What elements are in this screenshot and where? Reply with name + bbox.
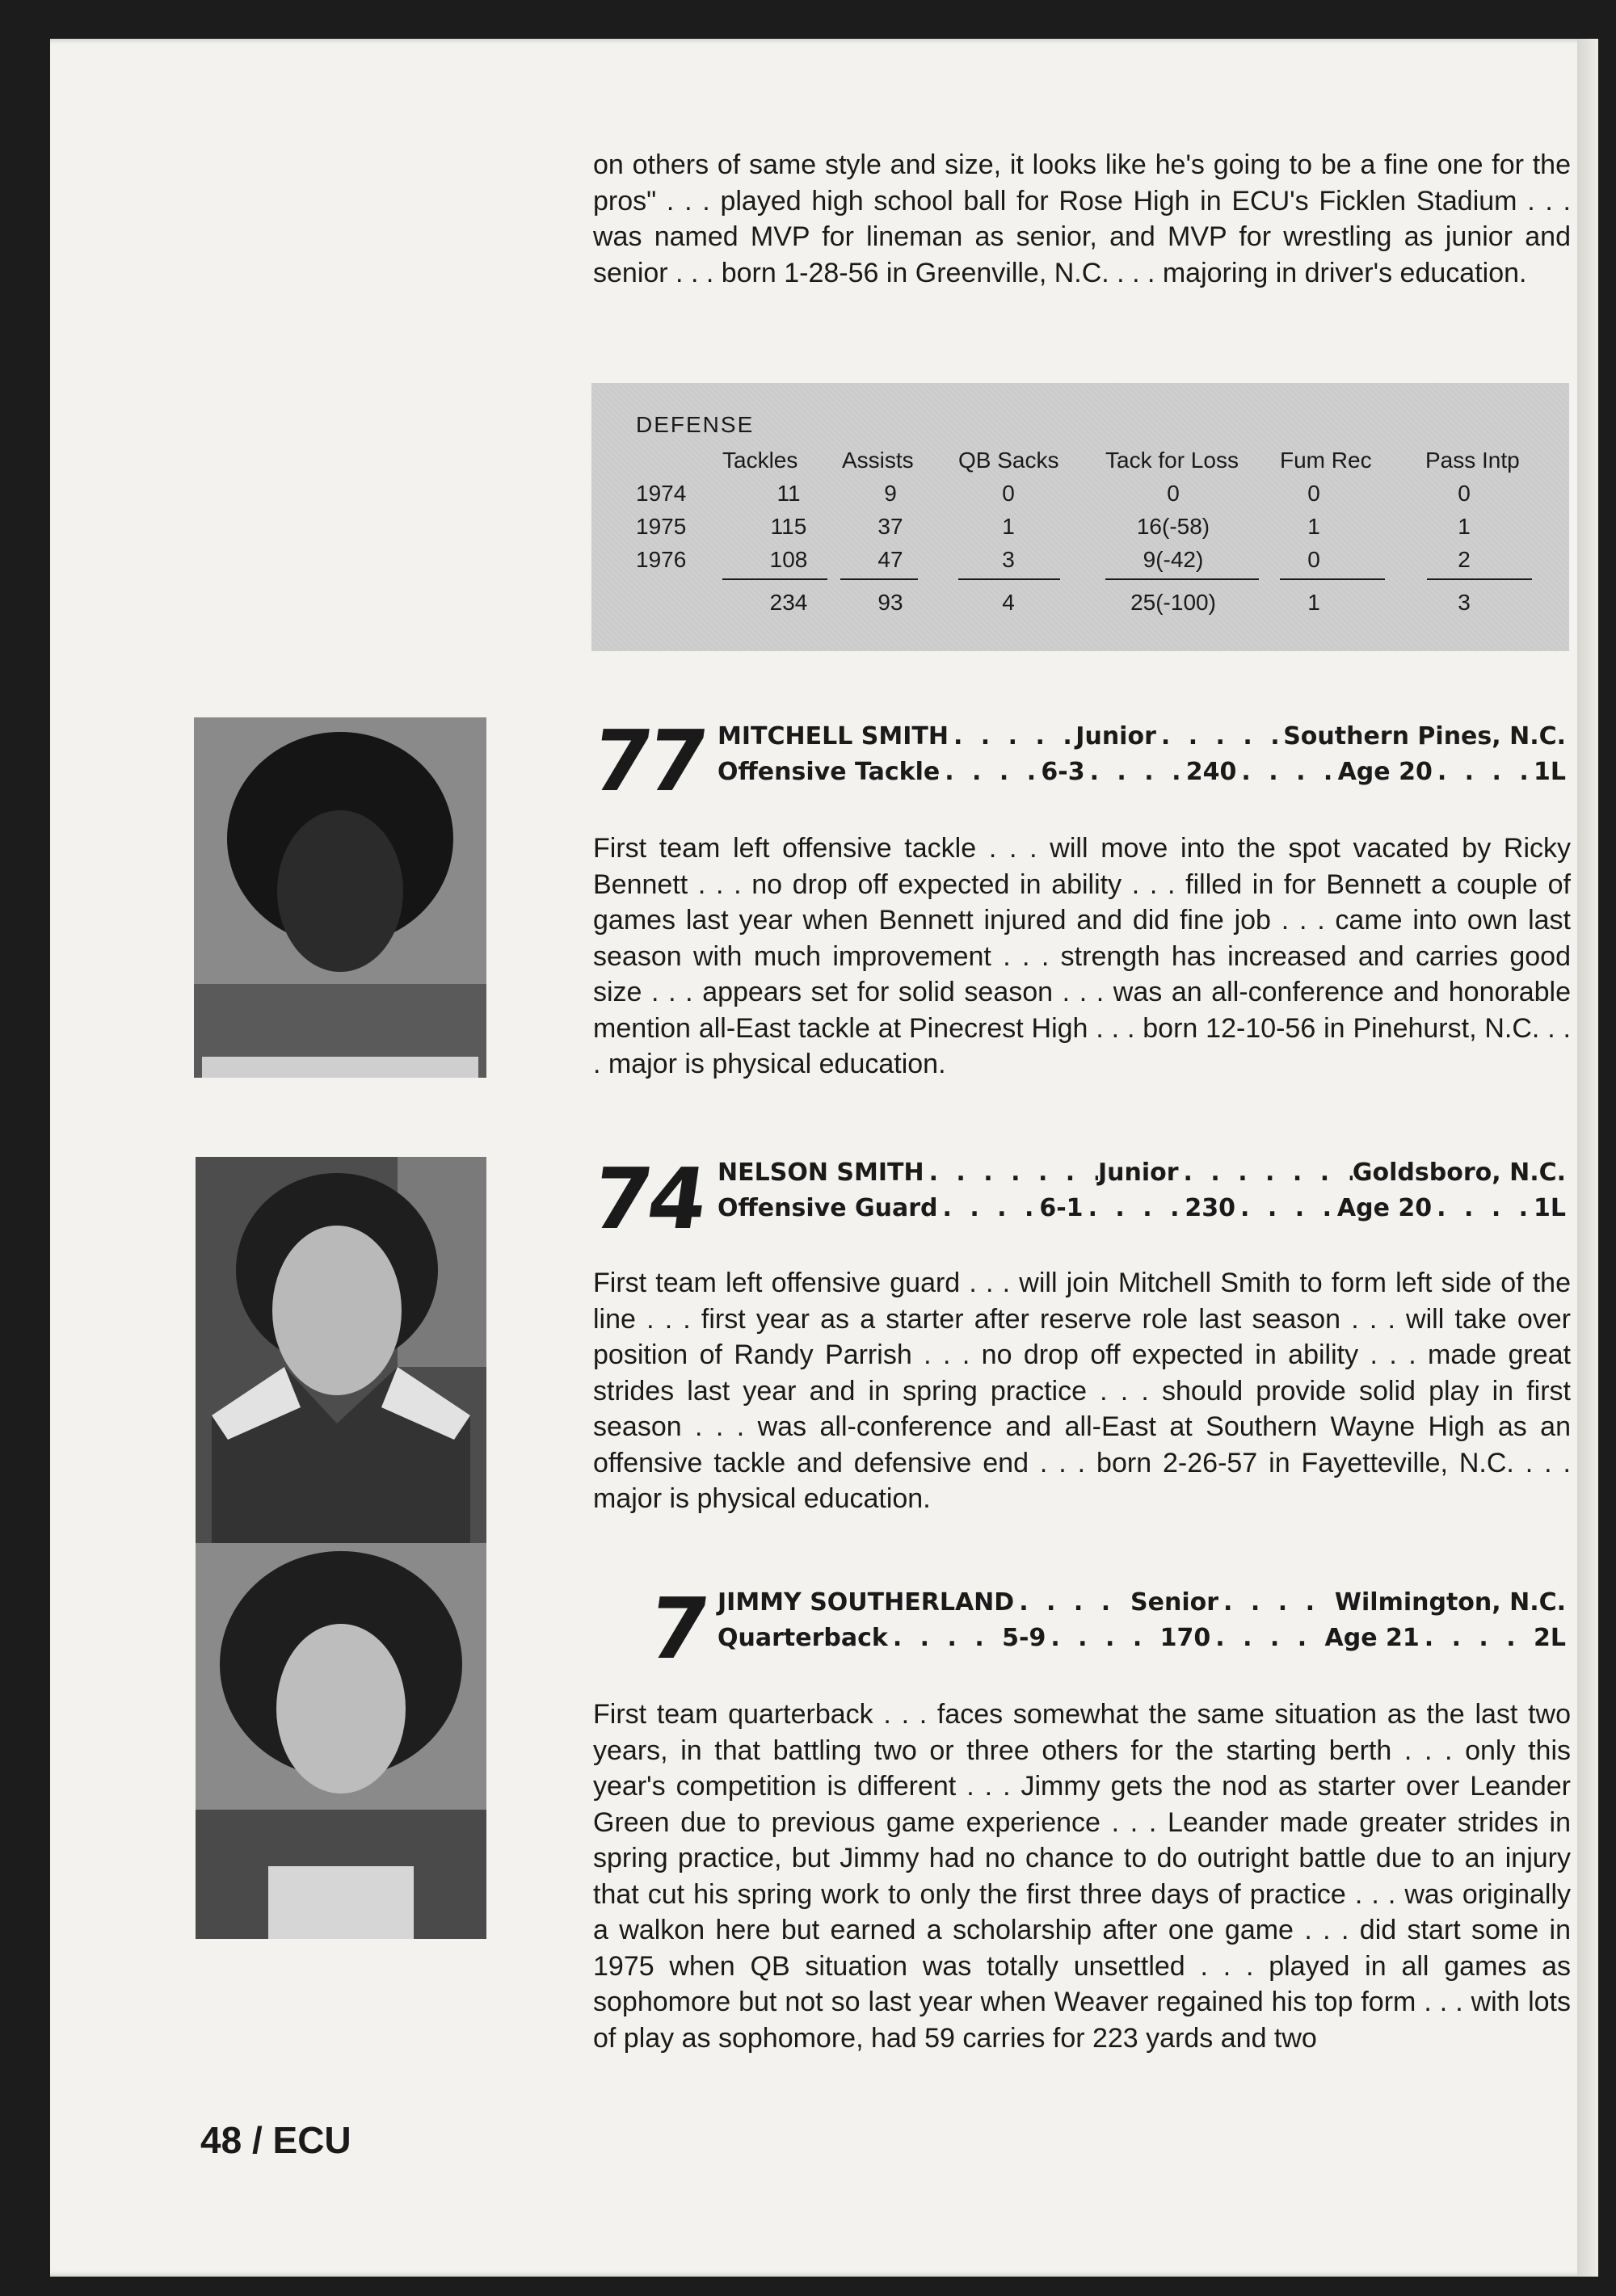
jersey-number: 74	[586, 1150, 711, 1248]
player-age: Age 20	[1337, 758, 1433, 786]
stats-cell: 37	[877, 514, 903, 539]
stats-total: 25(-100)	[1130, 590, 1216, 615]
stats-cell: 9	[884, 481, 897, 506]
leader-dots	[1210, 1624, 1324, 1652]
stats-cell: 108	[769, 547, 808, 572]
player-weight: 170	[1159, 1624, 1211, 1652]
stats-header: Assists	[842, 448, 914, 473]
sum-rule	[1105, 578, 1259, 580]
leader-dots	[888, 1624, 1002, 1652]
player-photo-nelson-smith	[196, 1157, 486, 1551]
stats-year: 1975	[636, 514, 687, 539]
stats-total: 234	[769, 590, 808, 615]
stats-cell: 1	[1002, 514, 1015, 539]
sum-rule	[958, 578, 1060, 580]
leader-dots	[1432, 1194, 1534, 1222]
stats-cell: 47	[877, 547, 903, 572]
sum-rule	[722, 578, 827, 580]
stats-total: 3	[1458, 590, 1471, 615]
player-class: Junior	[1075, 722, 1156, 751]
stats-cell: 16(-58)	[1136, 514, 1210, 539]
player-weight: 230	[1185, 1194, 1236, 1222]
stats-cell: 115	[770, 514, 807, 539]
stats-header: Fum Rec	[1280, 448, 1372, 473]
player-hometown: Wilmington, N.C.	[1334, 1588, 1567, 1617]
stats-cell: 0	[1458, 481, 1471, 506]
leader-dots	[1156, 722, 1283, 751]
player-letters: 2L	[1534, 1624, 1567, 1652]
sum-rule	[1280, 578, 1385, 580]
stats-total: 93	[877, 590, 903, 615]
stats-cell: 1	[1307, 514, 1320, 539]
player-bio: First team left offensive tackle . . . will move into the spot vacated by Ricky Bennett . . . no drop off expected in ability . . . filled in for Bennett a couple of games last year when Bennett injured and did fine job . . . came into own last season with much improvement . . . strength has increased and carries good size . . . appears set for solid season . . . was an all-conference and honorable mention all-East tackle at Pinecrest High . . . born 12-10-56 in Pinehurst, N.C. . . . major is physical education.	[593, 833, 1571, 1079]
leader-dots	[1179, 1159, 1353, 1187]
stats-year: 1976	[636, 547, 687, 572]
player-position: Offensive Tackle	[718, 758, 941, 786]
stats-year: 1974	[636, 481, 687, 506]
leader-dots	[1420, 1624, 1534, 1652]
player-position: Offensive Guard	[718, 1194, 938, 1222]
leader-dots	[1014, 1588, 1130, 1617]
player-position: Quarterback	[718, 1624, 888, 1652]
stats-title: DEFENSE	[636, 412, 755, 437]
player-age: Age 21	[1324, 1624, 1420, 1652]
sum-rule	[1427, 578, 1532, 580]
stats-header: Tack for Loss	[1105, 448, 1239, 473]
page-number: 48 / ECU	[200, 2119, 351, 2161]
player-height: 5-9	[1002, 1624, 1046, 1652]
leader-dots	[1236, 758, 1337, 786]
player-name: NELSON SMITH	[718, 1159, 924, 1187]
player-bio: First team left offensive guard . . . will join Mitchell Smith to form left side of the line . . . first year as a starter after reserve role last season . . . will take over position of Randy Parrish . . . no drop off expected in ability . . . made great strides last year and in spring practice . . . should provide solid play in first season . . . was all-conference and all-East at Southern Wayne High as an offensive tackle and defensive end . . . born 2-26-57 in Fayetteville, N.C. . . . major is physical education.	[593, 1268, 1571, 1514]
stats-cell: 2	[1458, 547, 1471, 572]
leader-dots	[940, 758, 1041, 786]
player-photo-jimmy-southerland	[196, 1543, 486, 1939]
leader-dots	[1046, 1624, 1159, 1652]
stats-header: Tackles	[722, 448, 798, 473]
player-headline-1	[718, 722, 1566, 751]
leader-dots	[924, 1159, 1098, 1187]
intro-paragraph: on others of same style and size, it looks like he's going to be a fine one for the pros" . . . played high school ball for Rose High in ECU's Ficklen Stadium . . . was named MVP for lineman as senior, and MVP for wrestling as junior and senior . . . born 1-28-56 in Greenville, N.C. . . . majoring in driver's education.	[593, 149, 1571, 288]
player-headline-2	[718, 1194, 1566, 1222]
stats-total: 4	[1002, 590, 1015, 615]
player-photo-mitchell-smith	[194, 717, 486, 1078]
stats-cell: 1	[1458, 514, 1471, 539]
leader-dots	[1218, 1588, 1335, 1617]
leader-dots	[1084, 1194, 1185, 1222]
stats-header: Pass Intp	[1425, 448, 1520, 473]
player-headline-2	[718, 758, 1566, 786]
stats-cell: 0	[1307, 481, 1320, 506]
stats-cell: 9(-42)	[1143, 547, 1204, 572]
leader-dots	[1433, 758, 1534, 786]
stats-header: QB Sacks	[958, 448, 1059, 473]
player-headline-1	[718, 1588, 1566, 1617]
player-height: 6-1	[1039, 1194, 1084, 1222]
leader-dots	[1085, 758, 1186, 786]
stats-cell: 3	[1002, 547, 1015, 572]
player-hometown: Southern Pines, N.C.	[1283, 722, 1567, 751]
document-page	[50, 39, 1598, 2277]
defense-stats-table	[591, 383, 1569, 651]
player-weight: 240	[1185, 758, 1237, 786]
player-hometown: Goldsboro, N.C.	[1352, 1159, 1567, 1187]
player-bio: First team quarterback . . . faces somewhat the same situation as the last two years, in that battling two or three others for the starting berth . . . only this year's competition is different . . . Jimmy gets the nod as starter over Leander Green due to previous game experience . . . Leander made greater strides in spring practice, but Jimmy had no chance to do outright battle due to an injury that cut his spring work to only the first three days of practice . . . was originally a walkon here but earned a scholarship after one game . . . did start some in 1975 when QB situation was totally unsettled . . . played in all games as sophomore but not so last year when Weaver regained his top form . . . with lots of play as sophomore, had 59 carries for 223 yards and two	[593, 1699, 1571, 2054]
leader-dots	[1235, 1194, 1337, 1222]
player-letters: 1L	[1534, 1194, 1566, 1222]
player-name: JIMMY SOUTHERLAND	[718, 1588, 1015, 1617]
stats-total: 1	[1307, 590, 1320, 615]
player-age: Age 20	[1336, 1194, 1433, 1222]
player-class: Junior	[1097, 1159, 1179, 1187]
player-letters: 1L	[1534, 758, 1567, 786]
jersey-number: 7	[642, 1579, 712, 1678]
jersey-number: 77	[586, 712, 711, 810]
player-headline-2	[718, 1624, 1566, 1652]
player-name: MITCHELL SMITH	[718, 722, 949, 751]
player-height: 6-3	[1041, 758, 1085, 786]
sum-rule	[840, 578, 918, 580]
stats-cell: 0	[1002, 481, 1015, 506]
leader-dots	[938, 1194, 1040, 1222]
stats-cell: 0	[1307, 547, 1320, 572]
player-headline-1	[718, 1159, 1566, 1187]
stats-cell: 0	[1167, 481, 1180, 506]
page-edge	[1577, 39, 1598, 2277]
stats-cell: 11	[776, 481, 801, 506]
leader-dots	[949, 722, 1075, 751]
player-class: Senior	[1130, 1588, 1219, 1617]
